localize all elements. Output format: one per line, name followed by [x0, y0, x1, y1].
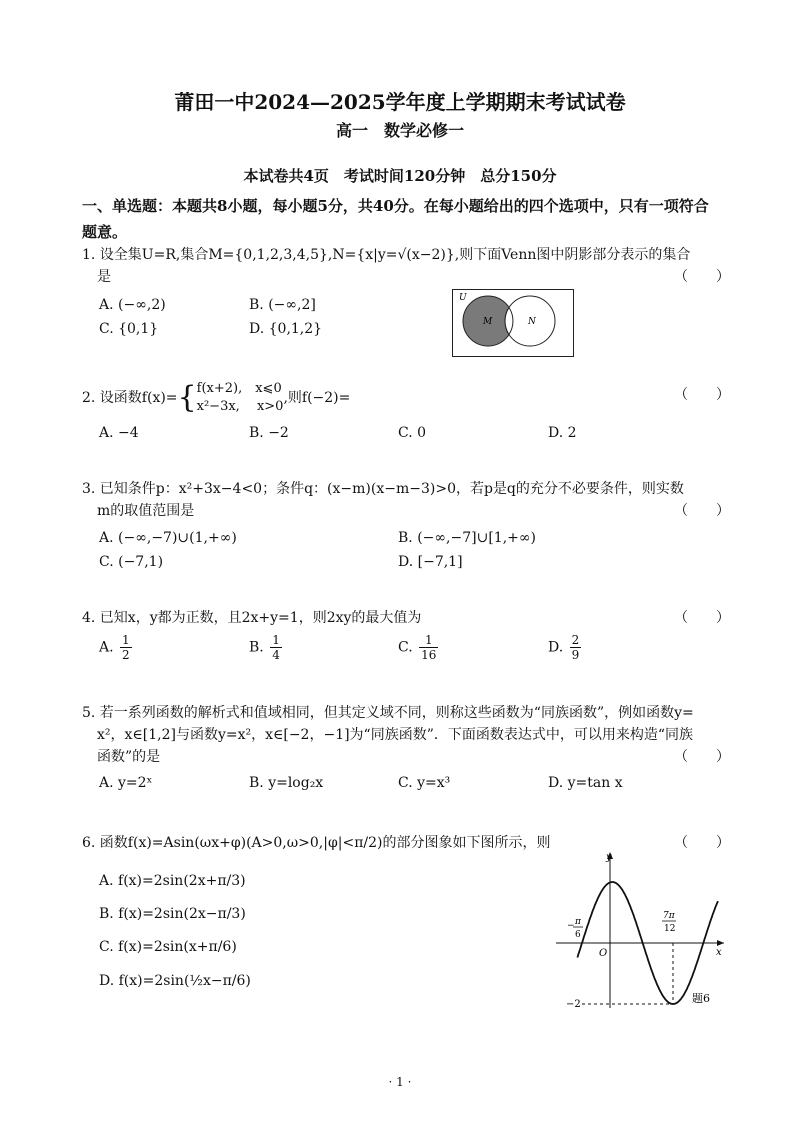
q1-stem: 1. 设全集U=R,集合M={0,1,2,3,4,5},N={x|y=√(x−2)},则下面Venn图中阴影部分表示的集合: [82, 247, 691, 263]
exam-subtitle: 高一 数学必修一: [335, 121, 464, 140]
q1-answer-paren: （ ）: [674, 269, 730, 285]
q4-option-a: [99, 633, 134, 662]
q5-stem-cont2: 函数”的是: [97, 749, 161, 765]
q4-stem: 4. 已知x，y都为正数，且2x+y=1，则2xy的最大值为: [82, 610, 422, 626]
q3-stem: 3. 已知条件p：x²+3x−4<0；条件q：(x−m)(x−m−3)>0，若p是q的充分不必要条件，则实数: [82, 481, 684, 497]
numerator: 1: [419, 633, 438, 648]
denominator: 9: [571, 648, 580, 662]
q4-answer-paren: （ ）: [674, 610, 730, 626]
q4-option-d-frac: [570, 633, 582, 662]
q3-option-c: C. (−7,1): [99, 554, 164, 570]
numerator: 1: [272, 633, 280, 647]
numerator: 1: [122, 633, 130, 647]
venn-n-label: N: [528, 317, 536, 327]
q5-option-c: C. y=x³: [398, 775, 451, 791]
q4-option-c: [398, 633, 440, 662]
q2-prefix: 2. 设函数f(x)=: [82, 390, 178, 406]
q6-option-b: B. f(x)=2sin(2x−π/3): [99, 906, 246, 922]
q2-option-d: D. 2: [548, 425, 577, 441]
y-axis-label: y: [606, 852, 612, 863]
q1-stem-cont: 是: [97, 269, 111, 285]
q1-option-a: A. (−∞,2): [99, 297, 166, 313]
q1-option-b: B. (−∞,2]: [249, 297, 316, 313]
section-heading: 一、单选题：本题共8小题，每小题5分，共40分。在每小题给出的四个选项中，只有一项符合: [82, 197, 709, 215]
q5-option-a: A. y=2ˣ: [99, 775, 153, 791]
denominator: 2: [122, 648, 130, 662]
section-heading-cont: 题意。: [82, 223, 128, 241]
q4-option-d: [548, 633, 583, 662]
q2-option-c: C. 0: [398, 425, 427, 441]
q2-option-a: A. −4: [99, 425, 139, 441]
q2-pieces: [197, 380, 284, 416]
q4-option-b: [249, 633, 284, 662]
q2-piece-1: f(x+2), x⩽0: [196, 381, 282, 396]
exam-info: 本试卷共4页 考试时间120分钟 总分150分: [243, 167, 557, 185]
q6-stem: 6. 函数f(x)=Asin(ωx+φ)(A>0,ω>0,|φ|<π/2)的部分图象如下图所示，则: [82, 835, 551, 851]
q2-answer-paren: （ ）: [674, 387, 730, 403]
left-zero-num: π: [575, 917, 581, 927]
venn-u-label: U: [459, 293, 467, 303]
q2-piece-2: x²−3x, x>0: [196, 399, 284, 414]
origin-label: O: [599, 948, 608, 959]
denominator: 16: [421, 648, 437, 662]
q6-answer-paren: （ ）: [674, 835, 730, 851]
page-number: · 1 ·: [388, 1075, 412, 1089]
q4-option-c-label: C.: [398, 639, 413, 656]
denominator: 4: [272, 648, 280, 662]
right-label-den: 12: [664, 924, 676, 934]
q4-option-b-label: B.: [249, 639, 264, 656]
q4-option-c-frac: [419, 633, 438, 662]
q2-suffix: ,则f(−2)=: [283, 390, 351, 406]
q3-option-b: B. (−∞,−7]∪[1,+∞): [398, 530, 536, 546]
q4-option-a-frac: [120, 633, 132, 662]
q2-option-b: B. −2: [249, 425, 289, 441]
q1-option-c: C. {0,1}: [99, 321, 159, 337]
q1-option-d: D. {0,1,2}: [249, 321, 323, 337]
q2-brace: {: [177, 380, 197, 415]
q3-option-a: A. (−∞,−7)∪(1,+∞): [99, 530, 237, 546]
q2-stem: [82, 380, 350, 416]
figure-caption: 题6: [692, 992, 710, 1005]
q6-option-a: A. f(x)=2sin(2x+π/3): [99, 873, 246, 889]
sine-graph: [552, 848, 732, 1018]
q3-stem-cont: m的取值范围是: [97, 503, 195, 519]
q3-answer-paren: （ ）: [674, 503, 730, 519]
q4-option-a-label: A.: [99, 639, 114, 656]
q3-option-d: D. [−7,1]: [398, 554, 463, 570]
right-label-num: 7π: [663, 911, 675, 921]
q4-option-d-label: D.: [548, 639, 564, 656]
q5-answer-paren: （ ）: [674, 749, 730, 765]
left-zero-sign: −: [567, 921, 575, 931]
q4-option-b-frac: [270, 633, 282, 662]
q6-option-c: C. f(x)=2sin(x+π/6): [99, 939, 237, 955]
q5-option-d: D. y=tan x: [548, 775, 623, 791]
exam-title: 莆田一中2024—2025学年度上学期期末考试试卷: [174, 90, 626, 114]
left-zero-den: 6: [575, 930, 581, 940]
q5-stem-cont: x²，x∈[1,2]与函数y=x²，x∈[−2，−1]为“同族函数”．下面函数表达式中，可以用来构造“同族: [97, 727, 694, 743]
venn-diagram: [452, 289, 574, 357]
venn-m-label: M: [483, 317, 493, 327]
x-axis-label: x: [716, 947, 722, 958]
min-value-label: −2: [566, 999, 581, 1010]
q5-stem: 5. 若一系列函数的解析式和值域相同，但其定义域不同，则称这些函数为“同族函数”，例如函数y=: [82, 705, 694, 721]
x-axis-arrow: [717, 940, 724, 946]
numerator: 2: [571, 633, 580, 647]
q6-option-d: D. f(x)=2sin(½x−π/6): [99, 973, 251, 989]
q5-option-b: B. y=log₂x: [249, 775, 324, 791]
